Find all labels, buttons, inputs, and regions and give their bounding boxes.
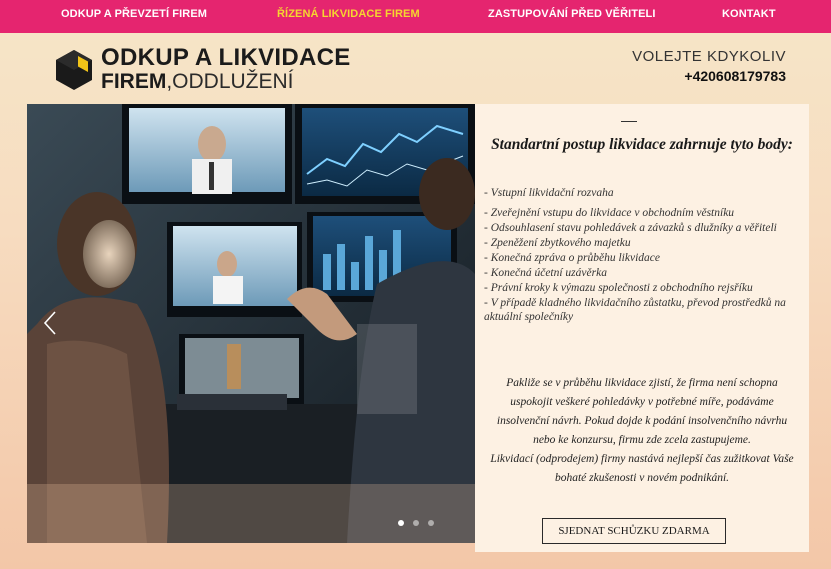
nav-item-zastupovani[interactable]: ZASTUPOVÁNÍ PŘED VĚŘITELI xyxy=(488,8,656,20)
list-item: - Zpeněžení zbytkového majetku xyxy=(484,236,631,249)
nav-item-odkup[interactable]: ODKUP A PŘEVZETÍ FIREM xyxy=(61,8,208,20)
hero-slideshow-image xyxy=(27,104,475,543)
list-item: - Zveřejnění vstupu do likvidace v obchodním věstníku xyxy=(484,206,735,219)
contact-label: VOLEJTE KDYKOLIV xyxy=(632,48,786,65)
contact-phone[interactable]: +420608179783 xyxy=(684,68,786,84)
chevron-left-icon xyxy=(39,308,63,338)
list-item: - Konečná účetní uzávěrka xyxy=(484,266,607,279)
logo-title[interactable]: ODKUP A LIKVIDACE xyxy=(101,44,351,71)
paragraph-experience: Likvidací (odprodejem) firmy nastává nejlepší čas zužitkovat Vaše bohaté zkušenosti v novém podnikání. xyxy=(490,453,794,484)
panel-title: Standartní postup likvidace zahrnuje tyto body: xyxy=(491,136,793,153)
info-panel xyxy=(475,104,809,552)
slideshow-dot[interactable] xyxy=(413,520,419,526)
list-item: - Odsouhlasení stavu pohledávek a závazků s dlužníky a věřiteli xyxy=(484,221,777,234)
panel-paragraph xyxy=(487,374,797,488)
logo-subtitle-rest: ,ODDLUŽENÍ xyxy=(166,70,294,93)
nav-item-kontakt[interactable]: KONTAKT xyxy=(722,8,776,20)
slideshow-dot[interactable] xyxy=(398,520,404,526)
paragraph-insolvency: Pakliže se v průběhu likvidace zjistí, že firma není schopna uspokojit veškeré pohledávky v potřebné míře, podáváme insolvenční návrh. Pokud dojde k podání insolvenčního návrhu nebo ke konzursu, firmu zde zcela zastupujeme. xyxy=(496,377,788,446)
logo-subtitle[interactable] xyxy=(101,70,294,94)
book-meeting-button[interactable]: SJEDNAT SCHŮZKU ZDARMA xyxy=(542,518,726,544)
logo-subtitle-bold: FIREM xyxy=(101,70,167,93)
divider xyxy=(621,121,637,122)
slideshow-dots xyxy=(398,513,443,531)
list-item: - Konečná zpráva o průběhu likvidace xyxy=(484,251,660,264)
nav-item-likvidace[interactable]: ŘÍZENÁ LIKVIDACE FIREM xyxy=(277,8,420,20)
list-item: - Právní kroky k výmazu společnosti z obchodního rejsříku xyxy=(484,281,753,294)
steps-list xyxy=(484,186,800,325)
hexagon-cube-icon[interactable] xyxy=(54,48,94,92)
list-item: - Vstupní likvidační rozvaha xyxy=(484,187,614,199)
slideshow-prev-button[interactable] xyxy=(39,308,63,338)
list-item: - V případě kladného likvidačního zůstatku, převod prostředků na aktuální společníky xyxy=(484,296,786,323)
office-screens-illustration xyxy=(27,104,475,543)
top-navigation xyxy=(0,0,831,33)
slideshow-dot[interactable] xyxy=(428,520,434,526)
